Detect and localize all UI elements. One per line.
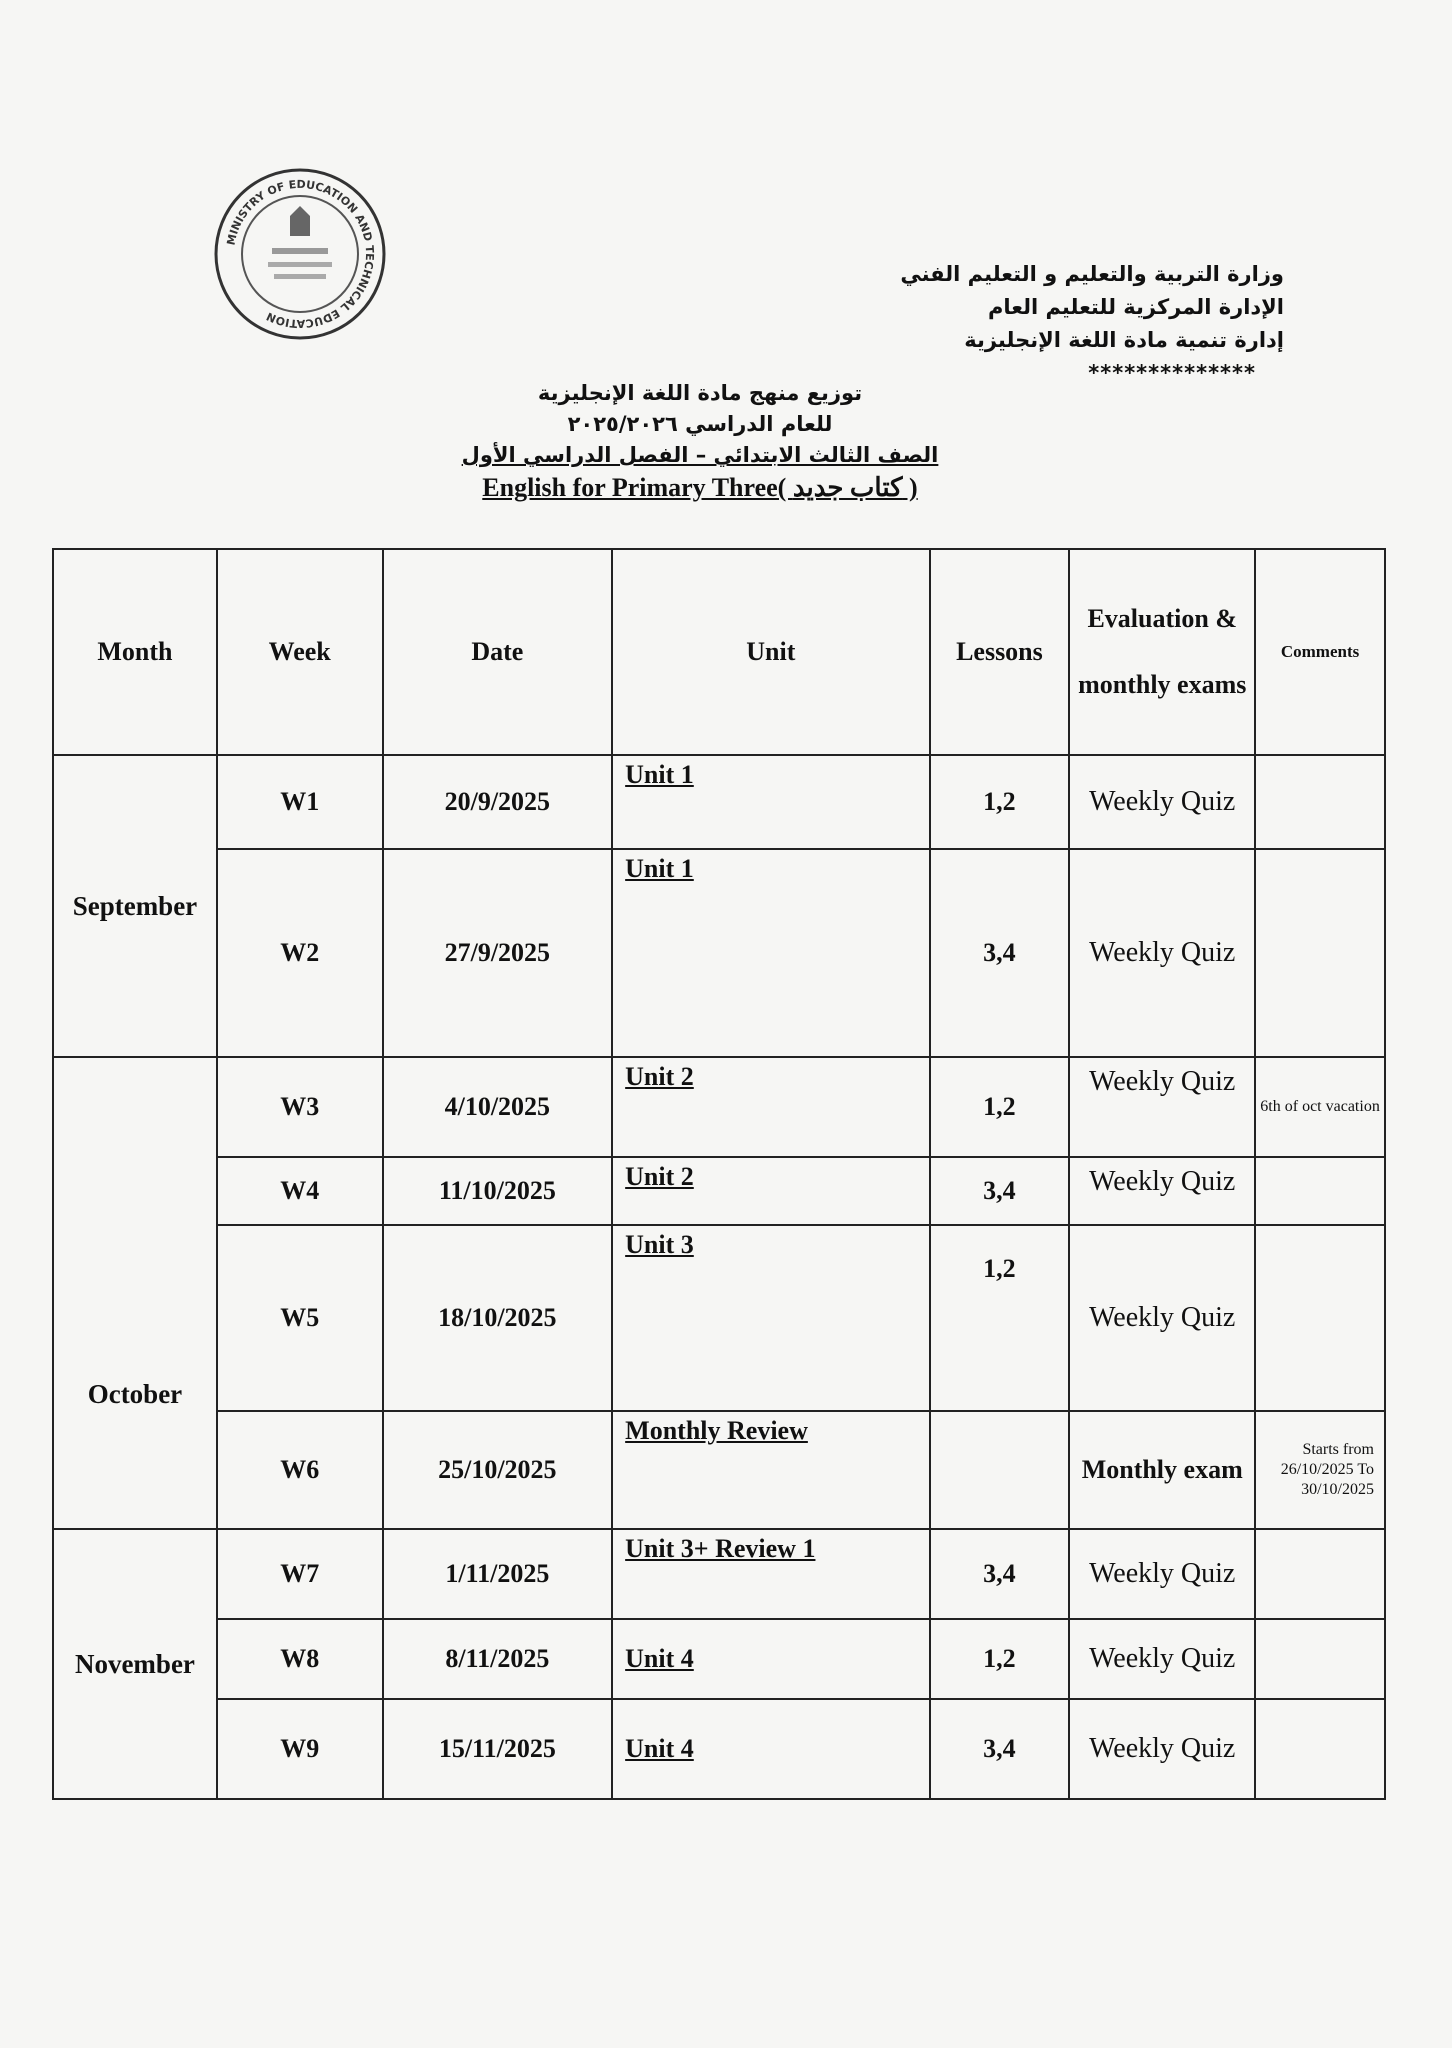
table-row [53,1619,1385,1699]
unit-label: Monthly Review [625,1416,808,1445]
ministry-line-3: إدارة تنمية مادة اللغة الإنجليزية [964,328,1284,352]
lessons-cell: 3,4 [930,1699,1070,1799]
lessons-cell: 3,4 [930,849,1070,1057]
header-week: Week [217,549,383,755]
month-october [53,1057,217,1529]
unit-cell [612,755,929,849]
unit-label: Unit 4 [625,1734,694,1763]
unit-cell [612,1529,929,1619]
table-row [53,1411,1385,1529]
header-comments: Comments [1255,549,1385,755]
week-cell: W3 [217,1057,383,1157]
header-unit: Unit [612,549,929,755]
week-cell: W4 [217,1157,383,1225]
ministry-line-2: الإدارة المركزية للتعليم العام [987,295,1284,319]
date-cell: 8/11/2025 [383,1619,613,1699]
month-september: September [53,755,217,1057]
evaluation-cell: Monthly exam [1069,1411,1255,1529]
comments-cell: 6th of oct vacation [1255,1057,1385,1157]
week-cell: W9 [217,1699,383,1799]
unit-label: Unit 1 [625,854,694,883]
table-row [53,1699,1385,1799]
title-line-1: توزيع منهج مادة اللغة الإنجليزية [537,381,863,405]
table-row [53,1157,1385,1225]
comments-cell [1255,1157,1385,1225]
header-date: Date [383,549,613,755]
evaluation-cell: Weekly Quiz [1069,1529,1255,1619]
table-row [53,849,1385,1057]
month-november: November [53,1529,217,1799]
unit-cell [612,1057,929,1157]
comments-cell: Starts from 26/10/2025 To 30/10/2025 [1255,1411,1385,1529]
title-line-3: الصف الثالث الابتدائي – الفصل الدراسي الأول [461,443,939,467]
date-cell: 1/11/2025 [383,1529,613,1619]
week-cell: W2 [217,849,383,1057]
lessons-cell: 1,2 [930,755,1070,849]
title-line-2: للعام الدراسي ٢٠٢٥/٢٠٢٦ [567,412,833,436]
ministry-stars: ************** [1088,361,1256,385]
unit-cell [612,1411,929,1529]
comments-cell [1255,755,1385,849]
week-cell: W6 [217,1411,383,1529]
evaluation-cell: Weekly Quiz [1069,1225,1255,1411]
table-header-row [53,549,1385,755]
evaluation-cell: Weekly Quiz [1069,849,1255,1057]
unit-cell [612,1157,929,1225]
date-cell: 25/10/2025 [383,1411,613,1529]
unit-label: Unit 3+ Review 1 [625,1534,816,1563]
header-month: Month [53,549,217,755]
evaluation-cell: Weekly Quiz [1069,1699,1255,1799]
comments-cell [1255,1699,1385,1799]
date-cell: 27/9/2025 [383,849,613,1057]
document-titles [400,378,1000,505]
curriculum-table [52,548,1386,1800]
table-row [53,1225,1385,1411]
week-cell: W7 [217,1529,383,1619]
date-cell: 11/10/2025 [383,1157,613,1225]
table-row [53,755,1385,849]
ministry-header [900,258,1284,390]
date-cell: 20/9/2025 [383,755,613,849]
date-cell: 4/10/2025 [383,1057,613,1157]
unit-label: Unit 3 [625,1230,694,1259]
unit-cell [612,1619,929,1699]
date-cell: 18/10/2025 [383,1225,613,1411]
table-row [53,1057,1385,1157]
comments-cell [1255,1619,1385,1699]
evaluation-cell: Weekly Quiz [1069,1157,1255,1225]
lessons-cell [930,1411,1070,1529]
unit-label: Unit 4 [625,1644,694,1673]
date-cell: 15/11/2025 [383,1699,613,1799]
lessons-cell: 3,4 [930,1529,1070,1619]
week-cell: W8 [217,1619,383,1699]
comments-cell [1255,849,1385,1057]
lessons-cell: 1,2 [930,1057,1070,1157]
lessons-cell: 1,2 [930,1225,1070,1411]
comments-cell [1255,1225,1385,1411]
svg-text:MINISTRY OF EDUCATION AND TECH: MINISTRY OF EDUCATION AND TECHNICAL EDUCATION [224,177,377,331]
ministry-line-1: وزارة التربية والتعليم و التعليم الفني [900,262,1284,286]
evaluation-cell: Weekly Quiz [1069,1057,1255,1157]
title-line-4: English for Primary Three( كتاب جديد ) [482,473,918,502]
unit-label: Unit 2 [625,1162,694,1191]
unit-cell [612,1699,929,1799]
unit-cell [612,1225,929,1411]
lessons-cell: 3,4 [930,1157,1070,1225]
unit-cell [612,849,929,1057]
header-evaluation: Evaluation & monthly exams [1069,549,1255,755]
week-cell: W1 [217,755,383,849]
unit-label: Unit 1 [625,760,694,789]
month-october-label: October [87,1379,183,1409]
header-lessons: Lessons [930,549,1070,755]
comments-cell [1255,1529,1385,1619]
unit-label: Unit 2 [625,1062,694,1091]
lessons-cell: 1,2 [930,1619,1070,1699]
table-row [53,1529,1385,1619]
week-cell: W5 [217,1225,383,1411]
evaluation-cell: Weekly Quiz [1069,1619,1255,1699]
evaluation-cell: Weekly Quiz [1069,755,1255,849]
ministry-seal-logo [212,166,388,342]
